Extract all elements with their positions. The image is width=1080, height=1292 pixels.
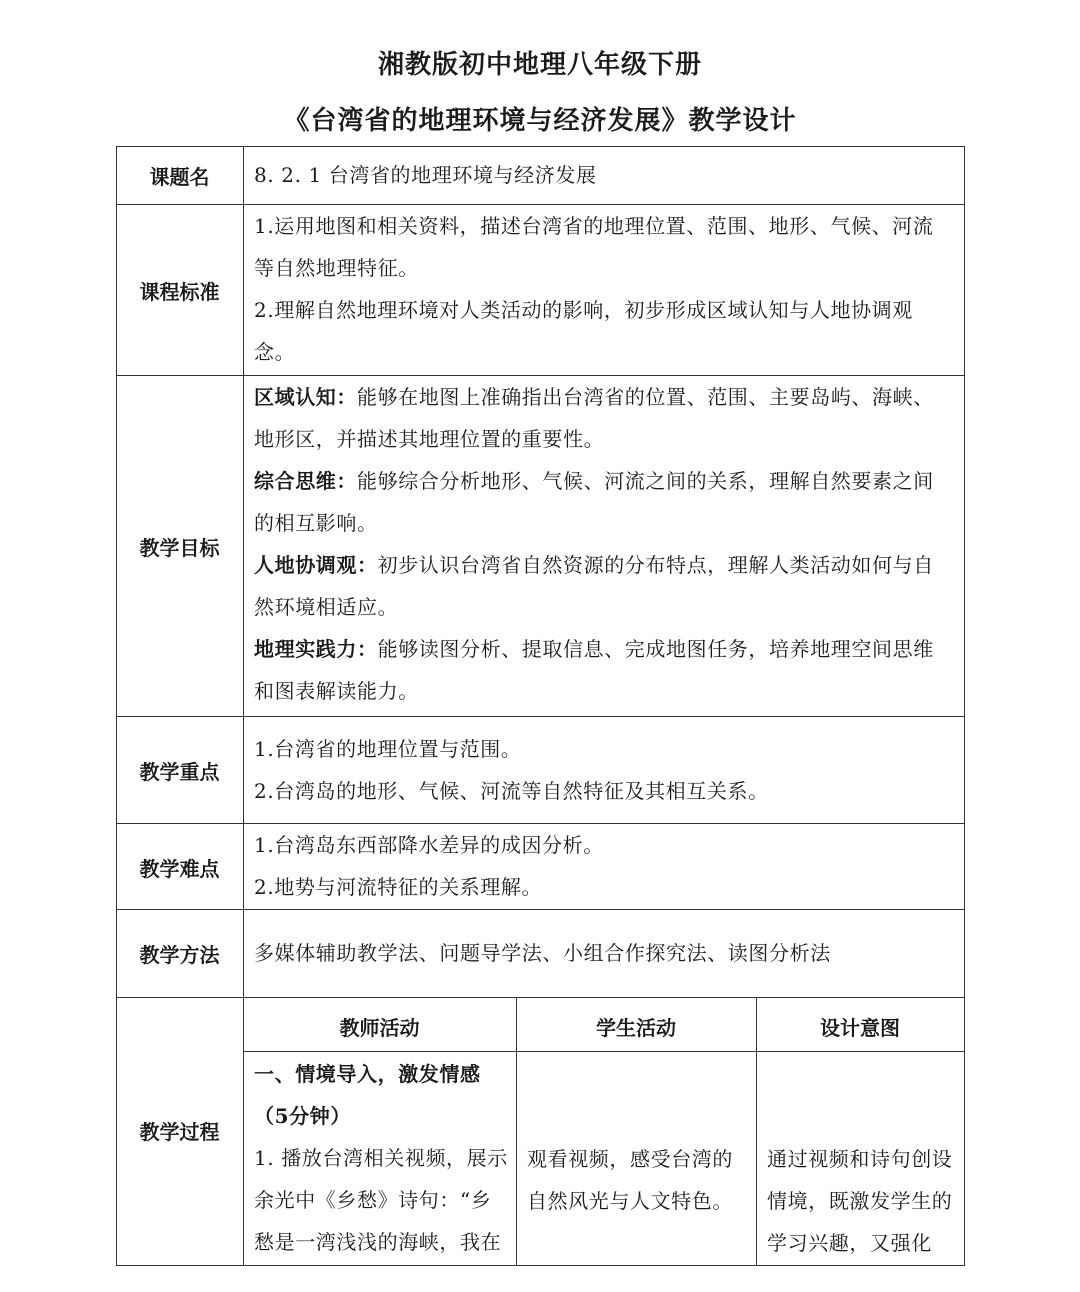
doc-title-line2: 《台湾省的地理环境与经济发展》教学设计: [283, 106, 797, 136]
difficulties-label: 教学难点: [139, 857, 220, 881]
teacher-activity-text: 1. 播放台湾相关视频，展示余光中《乡愁》诗句：“乡愁是一湾浅浅的海峡，我在: [254, 1146, 508, 1254]
objective-text: 能够在地图上准确指出台湾省的位置、范围、主要岛屿、海峡、地形区，并描述其地理位置的重要性。: [254, 385, 934, 451]
key-points-label: 教学重点: [139, 760, 220, 784]
methods-value: 多媒体辅助教学法、问题导学法、小组合作探究法、读图分析法: [254, 941, 831, 965]
difficulties-content: [254, 824, 954, 908]
section-title: 一、情境导入，激发情感（5分钟）: [254, 1062, 481, 1128]
objective-text: 能够综合分析地形、气候、河流之间的关系，理解自然要素之间的相互影响。: [254, 469, 934, 535]
objective-item: [254, 544, 954, 628]
header-student-activity: 学生活动: [596, 1016, 676, 1040]
difficulty-item: 2.地势与河流特征的关系理解。: [254, 875, 543, 899]
standards-item: 1.运用地图和相关资料，描述台湾省的地理位置、范围、地形、气候、河流等自然地理特征。: [254, 214, 934, 280]
teacher-activity-cell: [254, 1053, 510, 1263]
header-teacher-activity: 教师活动: [339, 1016, 420, 1040]
process-label: 教学过程: [139, 1120, 220, 1144]
objective-text: 初步认识台湾省自然资源的分布特点，理解人类活动如何与自然环境相适应。: [254, 553, 934, 619]
topic-label: 课题名: [149, 165, 210, 189]
objectives-label: 教学目标: [139, 536, 220, 560]
objective-key: 人地协调观：: [254, 553, 378, 577]
key-points-content: [254, 728, 954, 812]
table-border-right: [964, 146, 965, 1266]
design-intent-text: 通过视频和诗句创设情境，既激发学生的学习兴趣，又强化: [767, 1147, 953, 1255]
objective-item: [254, 376, 954, 460]
objective-key: 地理实践力：: [254, 637, 378, 661]
methods-label: 教学方法: [139, 943, 220, 967]
table-border-left: [116, 146, 117, 1266]
standards-label: 课程标准: [139, 280, 220, 304]
standards-item: 2.理解自然地理环境对人类活动的影响，初步形成区域认知与人地协调观念。: [254, 298, 913, 364]
key-point-item: 2.台湾岛的地形、气候、河流等自然特征及其相互关系。: [254, 779, 769, 803]
student-activity-text: 观看视频，感受台湾的自然风光与人文特色。: [527, 1147, 733, 1213]
objectives-content: [254, 376, 954, 712]
key-point-item: 1.台湾省的地理位置与范围。: [254, 737, 522, 761]
process-header-divider: [243, 1051, 965, 1052]
label-column-divider: [243, 146, 244, 1266]
objective-key: 综合思维：: [254, 469, 357, 493]
standards-content: [254, 205, 954, 373]
objective-text: 能够读图分析、提取信息、完成地图任务，培养地理空间思维和图表解读能力。: [254, 637, 934, 703]
lesson-plan-table: [116, 146, 965, 1266]
objective-item: [254, 460, 954, 544]
objective-key: 区域认知：: [254, 385, 357, 409]
header-design-intent: 设计意图: [820, 1016, 900, 1040]
doc-title-line1: 湘教版初中地理八年级下册: [377, 50, 702, 80]
objective-item: [254, 628, 954, 712]
topic-value: 8. 2. 1 台湾省的地理环境与经济发展: [254, 163, 597, 187]
difficulty-item: 1.台湾岛东西部降水差异的成因分析。: [254, 833, 604, 857]
